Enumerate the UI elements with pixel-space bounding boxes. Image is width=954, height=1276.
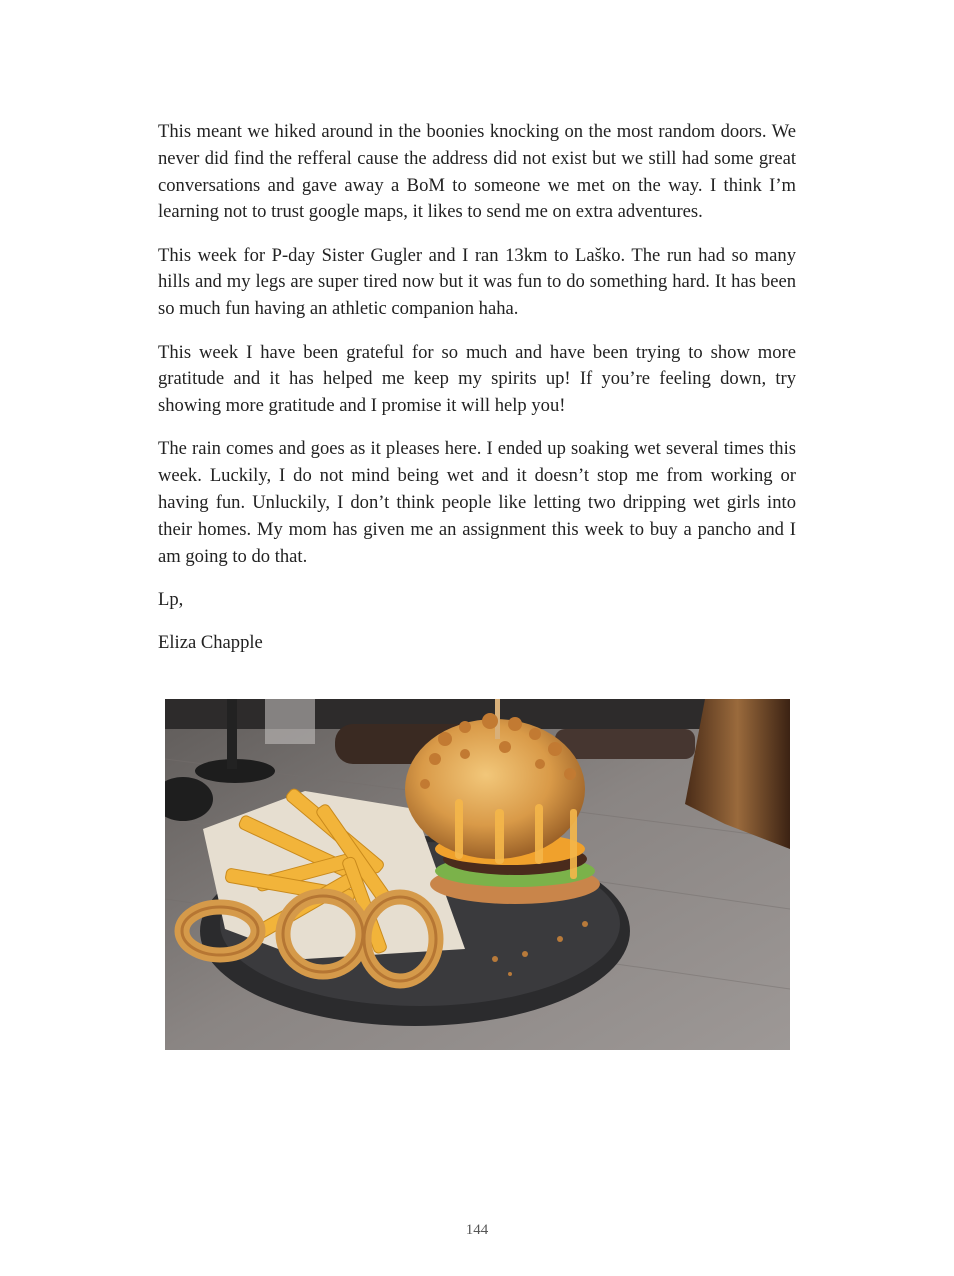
letter-body — [158, 119, 796, 674]
closing-line: Lp, — [158, 588, 184, 610]
page-number: 144 — [465, 1222, 489, 1238]
paragraph: This week for P-day Sister Gugler and I ran 13km to Laško. The run had so many hills and my legs are super tired now but it was fun to do something hard. It has been so much fun having an athletic companion haha. — [158, 244, 796, 320]
paragraph: This week I have been grateful for so much and have been trying to show more gratitude and it has helped me keep my spirits up! If you’re feeling down, try showing more gratitude and I promise it will help you! — [158, 341, 796, 417]
signature: Eliza Chapple — [158, 632, 263, 654]
paragraph: This meant we hiked around in the boonies knocking on the most random doors. We never did find the refferal cause the address did not exist but we still had some great conversations and gave away a BoM to someone we met on the way. I think I’m learning not to trust google maps, it likes to send me on extra adventures. — [158, 121, 796, 223]
food-photo — [165, 699, 790, 1050]
paragraph: The rain comes and goes as it pleases here. I ended up soaking wet several times this week. Luckily, I do not mind being wet and it doesn’t stop me from working or having fun. Unluckily, I don’t think people like letting two dripping wet girls into their homes. My mom has given me an assignment this week to buy a pancho and I am going to do that. — [158, 438, 796, 567]
